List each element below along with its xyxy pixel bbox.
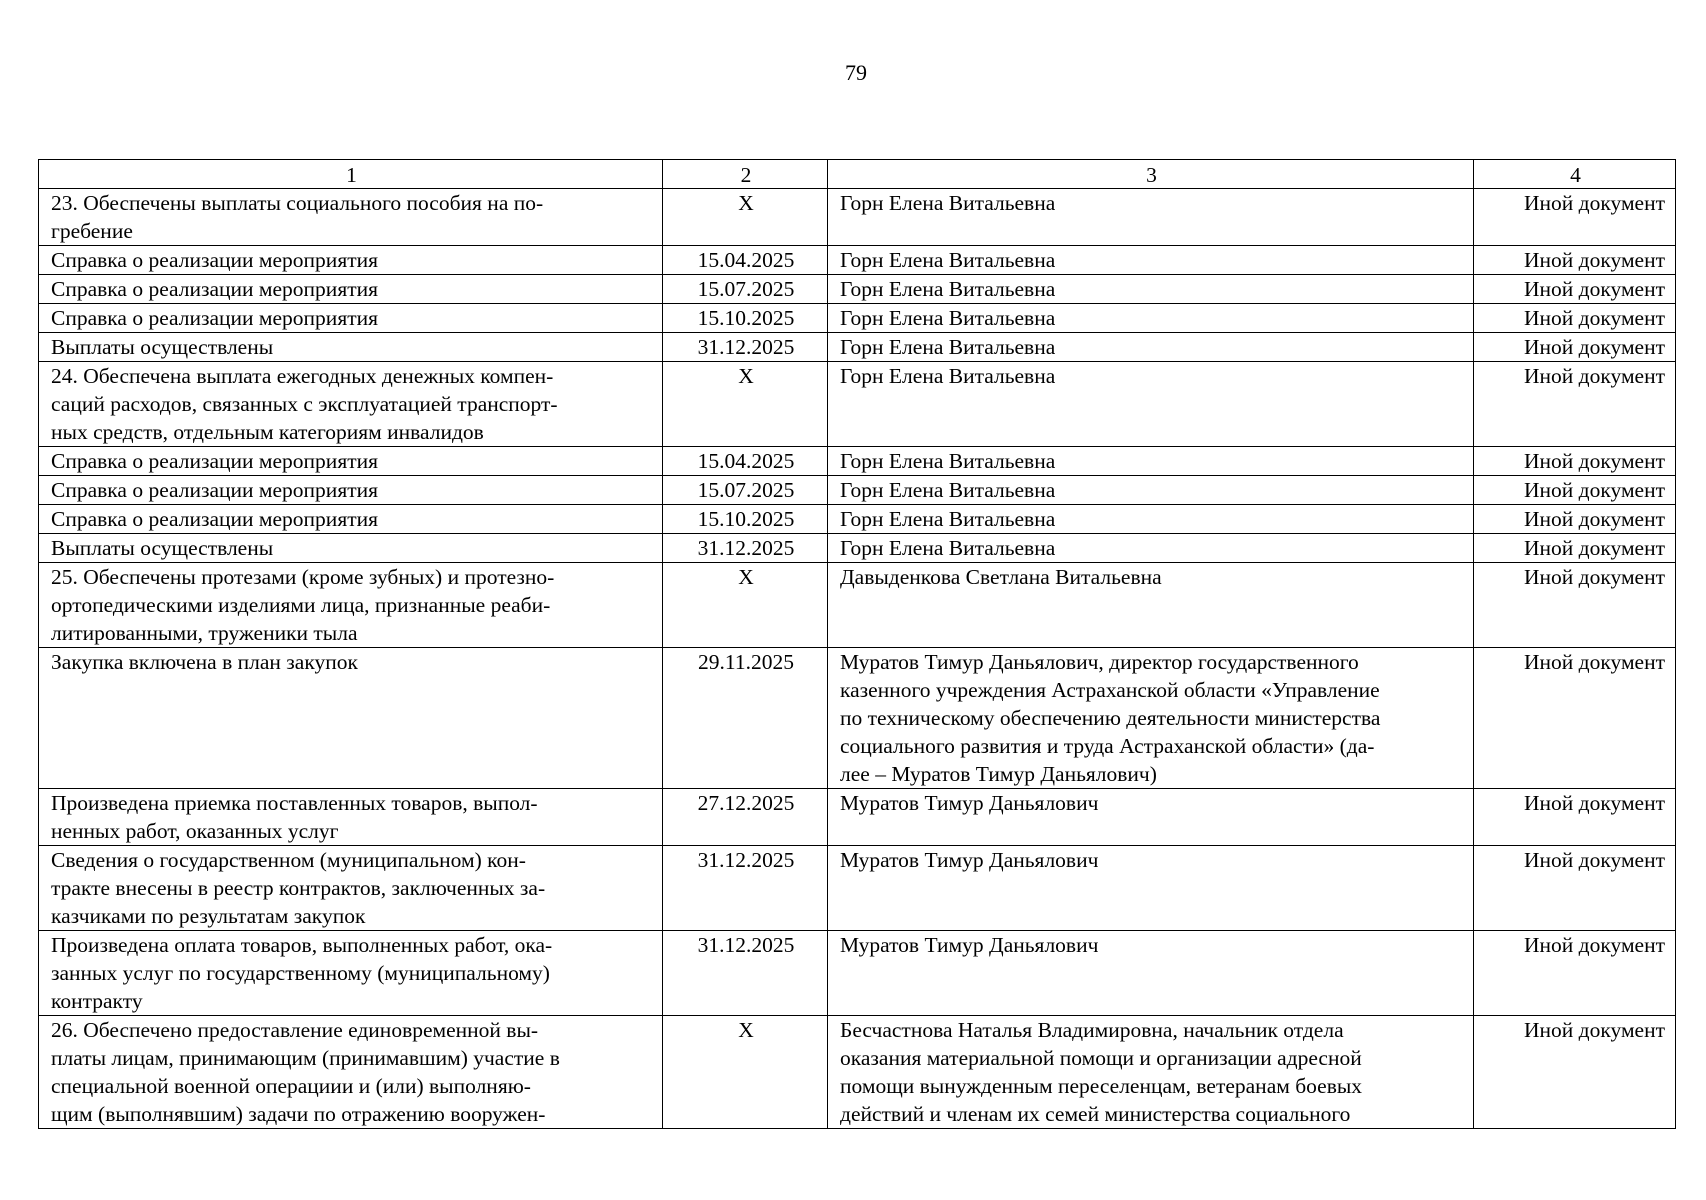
responsible-cell: Муратов Тимур Даньялович [828,846,1474,931]
document-type-cell: Иной документ [1474,362,1676,447]
responsible-cell: Горн Елена Витальевна [828,476,1474,505]
column-header-3: 3 [828,160,1474,189]
table-row [39,362,1676,447]
date-cell: 31.12.2025 [663,333,828,362]
date-cell: 15.10.2025 [663,304,828,333]
column-header-1: 1 [39,160,663,189]
date-cell: 31.12.2025 [663,931,828,1016]
document-table [38,159,1676,1129]
responsible-cell: Муратов Тимур Даньялович [828,931,1474,1016]
date-cell: 15.10.2025 [663,505,828,534]
table-row [39,789,1676,846]
responsible-cell: Горн Елена Витальевна [828,304,1474,333]
event-cell: Выплаты осуществлены [39,333,663,362]
document-type-cell: Иной документ [1474,275,1676,304]
page-number: 79 [845,60,867,85]
table-body [39,189,1676,1129]
table-row [39,275,1676,304]
responsible-cell: Горн Елена Витальевна [828,447,1474,476]
event-cell: Справка о реализации мероприятия [39,447,663,476]
table-row [39,534,1676,563]
table-row [39,1016,1676,1129]
table-row [39,846,1676,931]
date-cell: X [663,362,828,447]
table-row [39,563,1676,648]
document-type-cell: Иной документ [1474,789,1676,846]
document-type-cell: Иной документ [1474,846,1676,931]
responsible-cell: Горн Елена Витальевна [828,362,1474,447]
responsible-cell: Горн Елена Витальевна [828,333,1474,362]
document-type-cell: Иной документ [1474,534,1676,563]
date-cell: 15.07.2025 [663,275,828,304]
document-type-cell: Иной документ [1474,563,1676,648]
table-row [39,648,1676,789]
document-type-cell: Иной документ [1474,1016,1676,1129]
document-type-cell: Иной документ [1474,476,1676,505]
responsible-cell: Горн Елена Витальевна [828,505,1474,534]
date-cell: 15.04.2025 [663,447,828,476]
document-type-cell: Иной документ [1474,648,1676,789]
responsible-cell: Бесчастнова Наталья Владимировна, начальник отдела оказания материальной помощи и организации адресной помощи вынужденным переселенцам, ветеранам боевых действий и членам их семей министерства социального [828,1016,1474,1129]
column-header-4: 4 [1474,160,1676,189]
table-row [39,246,1676,275]
table-row [39,304,1676,333]
table-row [39,931,1676,1016]
document-type-cell: Иной документ [1474,931,1676,1016]
event-cell: Сведения о государственном (муниципальном) кон- тракте внесены в реестр контрактов, заключенных за- казчиками по результатам закупок [39,846,663,931]
table-row [39,189,1676,246]
date-cell: 27.12.2025 [663,789,828,846]
date-cell: 31.12.2025 [663,534,828,563]
event-cell: Закупка включена в план закупок [39,648,663,789]
header-row [39,160,1676,189]
event-cell: Справка о реализации мероприятия [39,246,663,275]
event-cell: Справка о реализации мероприятия [39,476,663,505]
document-type-cell: Иной документ [1474,505,1676,534]
date-cell: 15.07.2025 [663,476,828,505]
document-type-cell: Иной документ [1474,304,1676,333]
responsible-cell: Горн Елена Витальевна [828,534,1474,563]
event-cell: Произведена оплата товаров, выполненных работ, ока- занных услуг по государственному (муниципальному) контракту [39,931,663,1016]
date-cell: X [663,1016,828,1129]
event-cell: Произведена приемка поставленных товаров, выпол- ненных работ, оказанных услуг [39,789,663,846]
table-row [39,476,1676,505]
responsible-cell: Муратов Тимур Даньялович, директор государственного казенного учреждения Астраханской области «Управление по техническому обеспечению деятельности министерства социального развития и труда Астраханской области» (да- лее – Муратов Тимур Даньялович) [828,648,1474,789]
event-cell: Выплаты осуществлены [39,534,663,563]
responsible-cell: Горн Елена Витальевна [828,275,1474,304]
responsible-cell: Давыденкова Светлана Витальевна [828,563,1474,648]
event-cell: Справка о реализации мероприятия [39,505,663,534]
document-type-cell: Иной документ [1474,447,1676,476]
document-type-cell: Иной документ [1474,246,1676,275]
event-cell: Справка о реализации мероприятия [39,304,663,333]
date-cell: X [663,189,828,246]
column-header-2: 2 [663,160,828,189]
table-row [39,447,1676,476]
responsible-cell: Горн Елена Витальевна [828,246,1474,275]
date-cell: X [663,563,828,648]
event-cell: 24. Обеспечена выплата ежегодных денежных компен- саций расходов, связанных с эксплуатацией транспорт- ных средств, отдельным категориям инвалидов [39,362,663,447]
date-cell: 15.04.2025 [663,246,828,275]
event-cell: 25. Обеспечены протезами (кроме зубных) и протезно- ортопедическими изделиями лица, признанные реаби- литированными, труженики тыла [39,563,663,648]
document-type-cell: Иной документ [1474,333,1676,362]
date-cell: 31.12.2025 [663,846,828,931]
date-cell: 29.11.2025 [663,648,828,789]
event-cell: 26. Обеспечено предоставление единовременной вы- платы лицам, принимающим (принимавшим) участие в специальной военной операциии и (или) выполняю- щим (выполнявшим) задачи по отражению вооружен- [39,1016,663,1129]
responsible-cell: Муратов Тимур Даньялович [828,789,1474,846]
table-row [39,505,1676,534]
responsible-cell: Горн Елена Витальевна [828,189,1474,246]
event-cell: Справка о реализации мероприятия [39,275,663,304]
event-cell: 23. Обеспечены выплаты социального пособия на по- гребение [39,189,663,246]
table-row [39,333,1676,362]
document-type-cell: Иной документ [1474,189,1676,246]
